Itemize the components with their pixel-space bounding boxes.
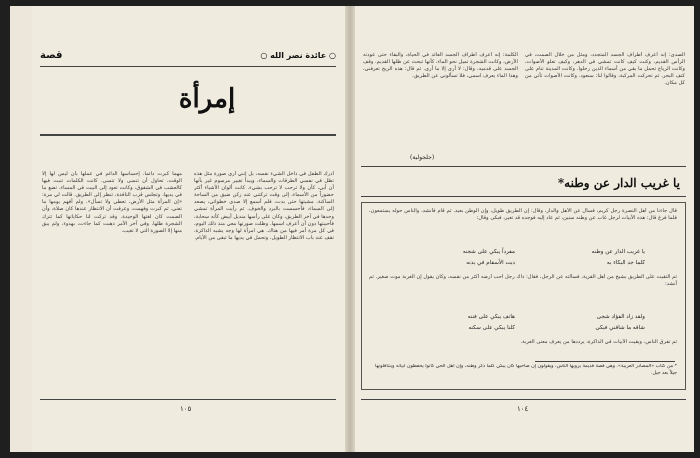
- verse-3-first-hemistich: ولقد زاد الفؤاد شجى: [596, 314, 645, 320]
- story-title: إمرأة: [178, 84, 236, 114]
- right-page: [355, 6, 694, 452]
- text-column-right: أدرك الطفل في داخل الشيء نفسه، بل إنني أرى صورة مثل هذه تظل في نفسي الطرقات والسماء، ويبدأ تغيير مرسوم غير بأنها أن أبي، كأن ولا ترحب لا ترحب بشيء. كانت ألوان الأشياء أكثر حضوراً من الأسماء، إلى وقت تركتني عند ركن ضيق من الساحة الساكنة. مشيتها حتى بدت، فلم أسمع إلا صدى خطواتي، يصعد إلى السماء، فأحسست بالبرد والخوف. ثم رأيت المرأة تمشي وحدها في آخر الطريق، وكان على رأسها منديل أبيض كأنه سحابة، فأحببتها دون أن أعرف اسمها. وظلت صورتها معي منذ ذلك اليوم، في كل مرة أمر فيها من هناك. هي امرأة لها وجه يشبه الذاكرة، تقف عند باب الانتظار الطويل، وتحمل في يديها ما تبقى من الأيام.: [194, 171, 334, 241]
- poem-column-right: الصدى: إنه أعرف أطراف الجسد المتجدد، ومثل من خلال الصمت، في الرأس القديم، وكنت كيف كانت تمشي في الدهر، وكيف تعلو الأصوات، وكانت الرياح تحمل ما بقي من أسماء الذين رحلوا. وكانت المدينة تنام على كتف البحر. ثم تحركت المركبة، وقالوا لنا: سنعود. وكانت الأصوات تأتي من كل مكان.: [525, 52, 685, 87]
- left-page: [32, 6, 345, 452]
- verse-1-second-hemistich: مفرداً يبكي على شجنه: [462, 249, 515, 255]
- author-name: ○ عائدة نصر الله ○: [260, 51, 336, 60]
- text-column-left: مهما كبرت دائماً. إحساسها الدائم في عملها بأن ليس لها إلا الوقت، تحاول أن تنسى ولا تنسى. كانت الكلمات تنبت فيها كالعشب في الشقوق، وكانت تعود إلى البيت في المساء، تضع ما في يديها، وتجلس قرب النافذة، تنظر إلى الطريق. قالت لي مرة: «إن المرأة مثل الأرض، تعطي ولا تسأل». ولم أفهم يومها ما تعني. ثم كبرت وفهمت، وعرفت أن الانتظار عندها كان صلاة، وأن الصمت كان لغتها الوحيدة. وقد تركت لنا حكاياتها كما تترك الشجرة ظلها. وفي آخر الأمر ذهبت كما جاءت، بهدوء، ولم يبق منها إلا الصورة التي لا تغيب.: [42, 171, 182, 234]
- section-header: [40, 50, 336, 64]
- footer-rule-right: [361, 399, 686, 400]
- verse-4-first-hemistich: شاقه ما شاقني فبكى: [595, 325, 645, 331]
- header-rule: [40, 66, 336, 67]
- verse-2-second-hemistich: دبت الأسقام في بدنه: [466, 260, 515, 266]
- verse-2-first-hemistich: كلما جد البكاء به: [606, 260, 645, 266]
- heading-rule: [361, 196, 686, 197]
- footer-rule: [40, 399, 336, 400]
- book-gutter: [345, 6, 355, 452]
- verse-1-first-hemistich: يا غريب الدار عن وطنه: [591, 249, 645, 255]
- footnote-rule: [535, 361, 675, 362]
- page-number: ١٠٥: [180, 405, 192, 413]
- verse-4-second-hemistich: كلنا يبكي على سكنه: [468, 325, 515, 331]
- top-section-rule: [361, 166, 686, 167]
- story-paragraph-3: ثم تفرق الناس، وبقيت الأبيات في الذاكرة، يرددها من يعرف معنى الغربة.: [520, 339, 677, 345]
- story-paragraph-1: قال جاءنا من أهل النصرة رجل كريم، فسأل عن الأهل والدار، وقال: إن الطريق طويل، وإن الوطن بعيد. ثم قام فأنشد، والناس حوله يستمعون، فلما فرغ قال: هذه الأبيات لرجل غاب عن وطنه سنين، ثم عاد إليه فوجده قد تغير، فبكى وقال:: [369, 208, 677, 222]
- signature: (جلجولية): [410, 154, 435, 161]
- footnote: * من كتاب «المصادر العربية». وهي قصة قديمة يرويها الناس، ويقولون إن صاحبها كان يبكي كلما ذكر وطنه، وإن أهل الحي كانوا يحفظون أبياته ويتناقلونها جيلاً بعد جيل.: [374, 364, 677, 376]
- section-label: قصة: [40, 50, 63, 61]
- story-heading: يا غريب الدار عن وطنه*: [557, 176, 680, 190]
- page-number-right: ١٠٤: [517, 405, 529, 413]
- verse-3-second-hemistich: هاتف يبكي على فننه: [467, 314, 515, 320]
- scanned-spread: [10, 6, 694, 452]
- title-rule: [40, 134, 336, 136]
- story-paragraph-2: ثم التقيت على الطريق بشيخ من أهل القرية، فسألته عن الرجل، فقال: ذاك رجل أحب أرضه أكثر من نفسه، وكان يقول إن الغربة موت صغير. ثم أنشد:: [369, 274, 677, 288]
- poem-column-left: الكلمة: إنه أعرف أطراف الجسد العائد في الحياة، والبقاء حتى عودته الأرض، وكانت الشجرة تميل نحو الماء، كأنها تبحث عن ظلها القديم. وقف الجسد على قدميه، وقال: لا أرى إلا ما أرى. ثم قال: هذه الريح تعرفني، وهذا الماء يعرف اسمي، فلا تسألوني عن الطريق.: [363, 52, 518, 80]
